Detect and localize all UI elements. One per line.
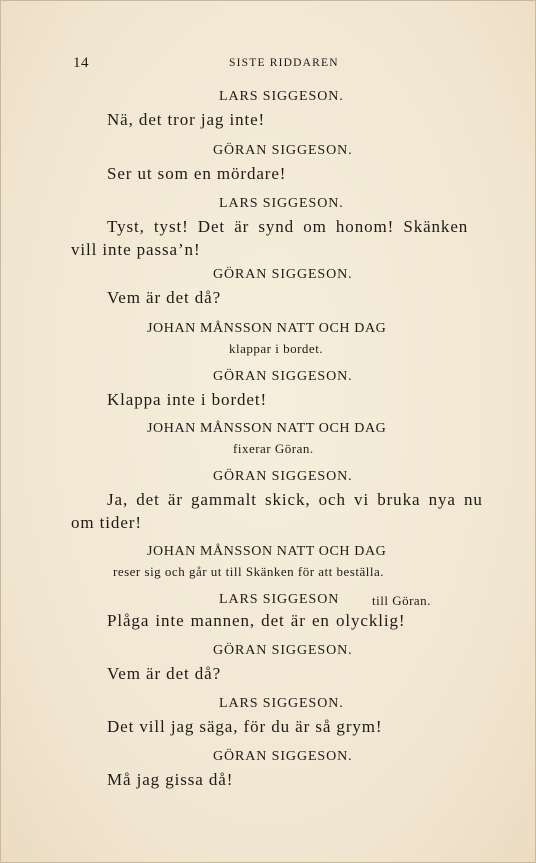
page-number: 14 [73, 55, 89, 71]
speaker-name: LARS SIGGESON. [219, 696, 344, 711]
dialogue-line: Ja, det är gammalt skick, och vi bruka nya nu [107, 490, 483, 509]
dialogue-line: Vem är det då? [107, 288, 222, 307]
dialogue-line: Ser ut som en mördare! [107, 164, 287, 183]
speaker-name: LARS SIGGESON [219, 592, 340, 607]
stage-direction: till Göran. [372, 593, 431, 608]
speaker-name: GÖRAN SIGGESON. [213, 267, 353, 282]
dialogue-line: Tyst, tyst! Det är synd om honom! Skänken [107, 217, 469, 236]
dialogue-line: Må jag gissa då! [107, 770, 234, 789]
running-title: SISTE RIDDAREN [229, 57, 339, 69]
speaker-name: GÖRAN SIGGESON. [213, 369, 353, 384]
speaker-name: GÖRAN SIGGESON. [213, 469, 353, 484]
dialogue-line: Nä, det tror jag inte! [107, 110, 266, 129]
dialogue-line: Plåga inte mannen, det är en olycklig! [107, 611, 406, 630]
dialogue-line: Klappa inte i bordet! [107, 390, 268, 409]
speaker-name: LARS SIGGESON. [219, 89, 344, 104]
dialogue-line: vill inte passa’n! [71, 240, 201, 259]
speaker-name: JOHAN MÅNSSON NATT OCH DAG [147, 544, 387, 559]
dialogue-line: Vem är det då? [107, 664, 222, 683]
speaker-name: GÖRAN SIGGESON. [213, 643, 353, 658]
speaker-name: LARS SIGGESON. [219, 196, 344, 211]
speaker-name: GÖRAN SIGGESON. [213, 143, 353, 158]
speaker-name: JOHAN MÅNSSON NATT OCH DAG [147, 421, 387, 436]
speaker-name: GÖRAN SIGGESON. [213, 749, 353, 764]
dialogue-line: Det vill jag säga, för du är så grym! [107, 717, 383, 736]
stage-direction: fixerar Göran. [233, 441, 314, 456]
dialogue-line: om tider! [71, 513, 142, 532]
stage-direction: reser sig och går ut till Skänken för att beställa. [113, 564, 384, 579]
speaker-name: JOHAN MÅNSSON NATT OCH DAG [147, 321, 387, 336]
stage-direction: klappar i bordet. [229, 341, 324, 356]
